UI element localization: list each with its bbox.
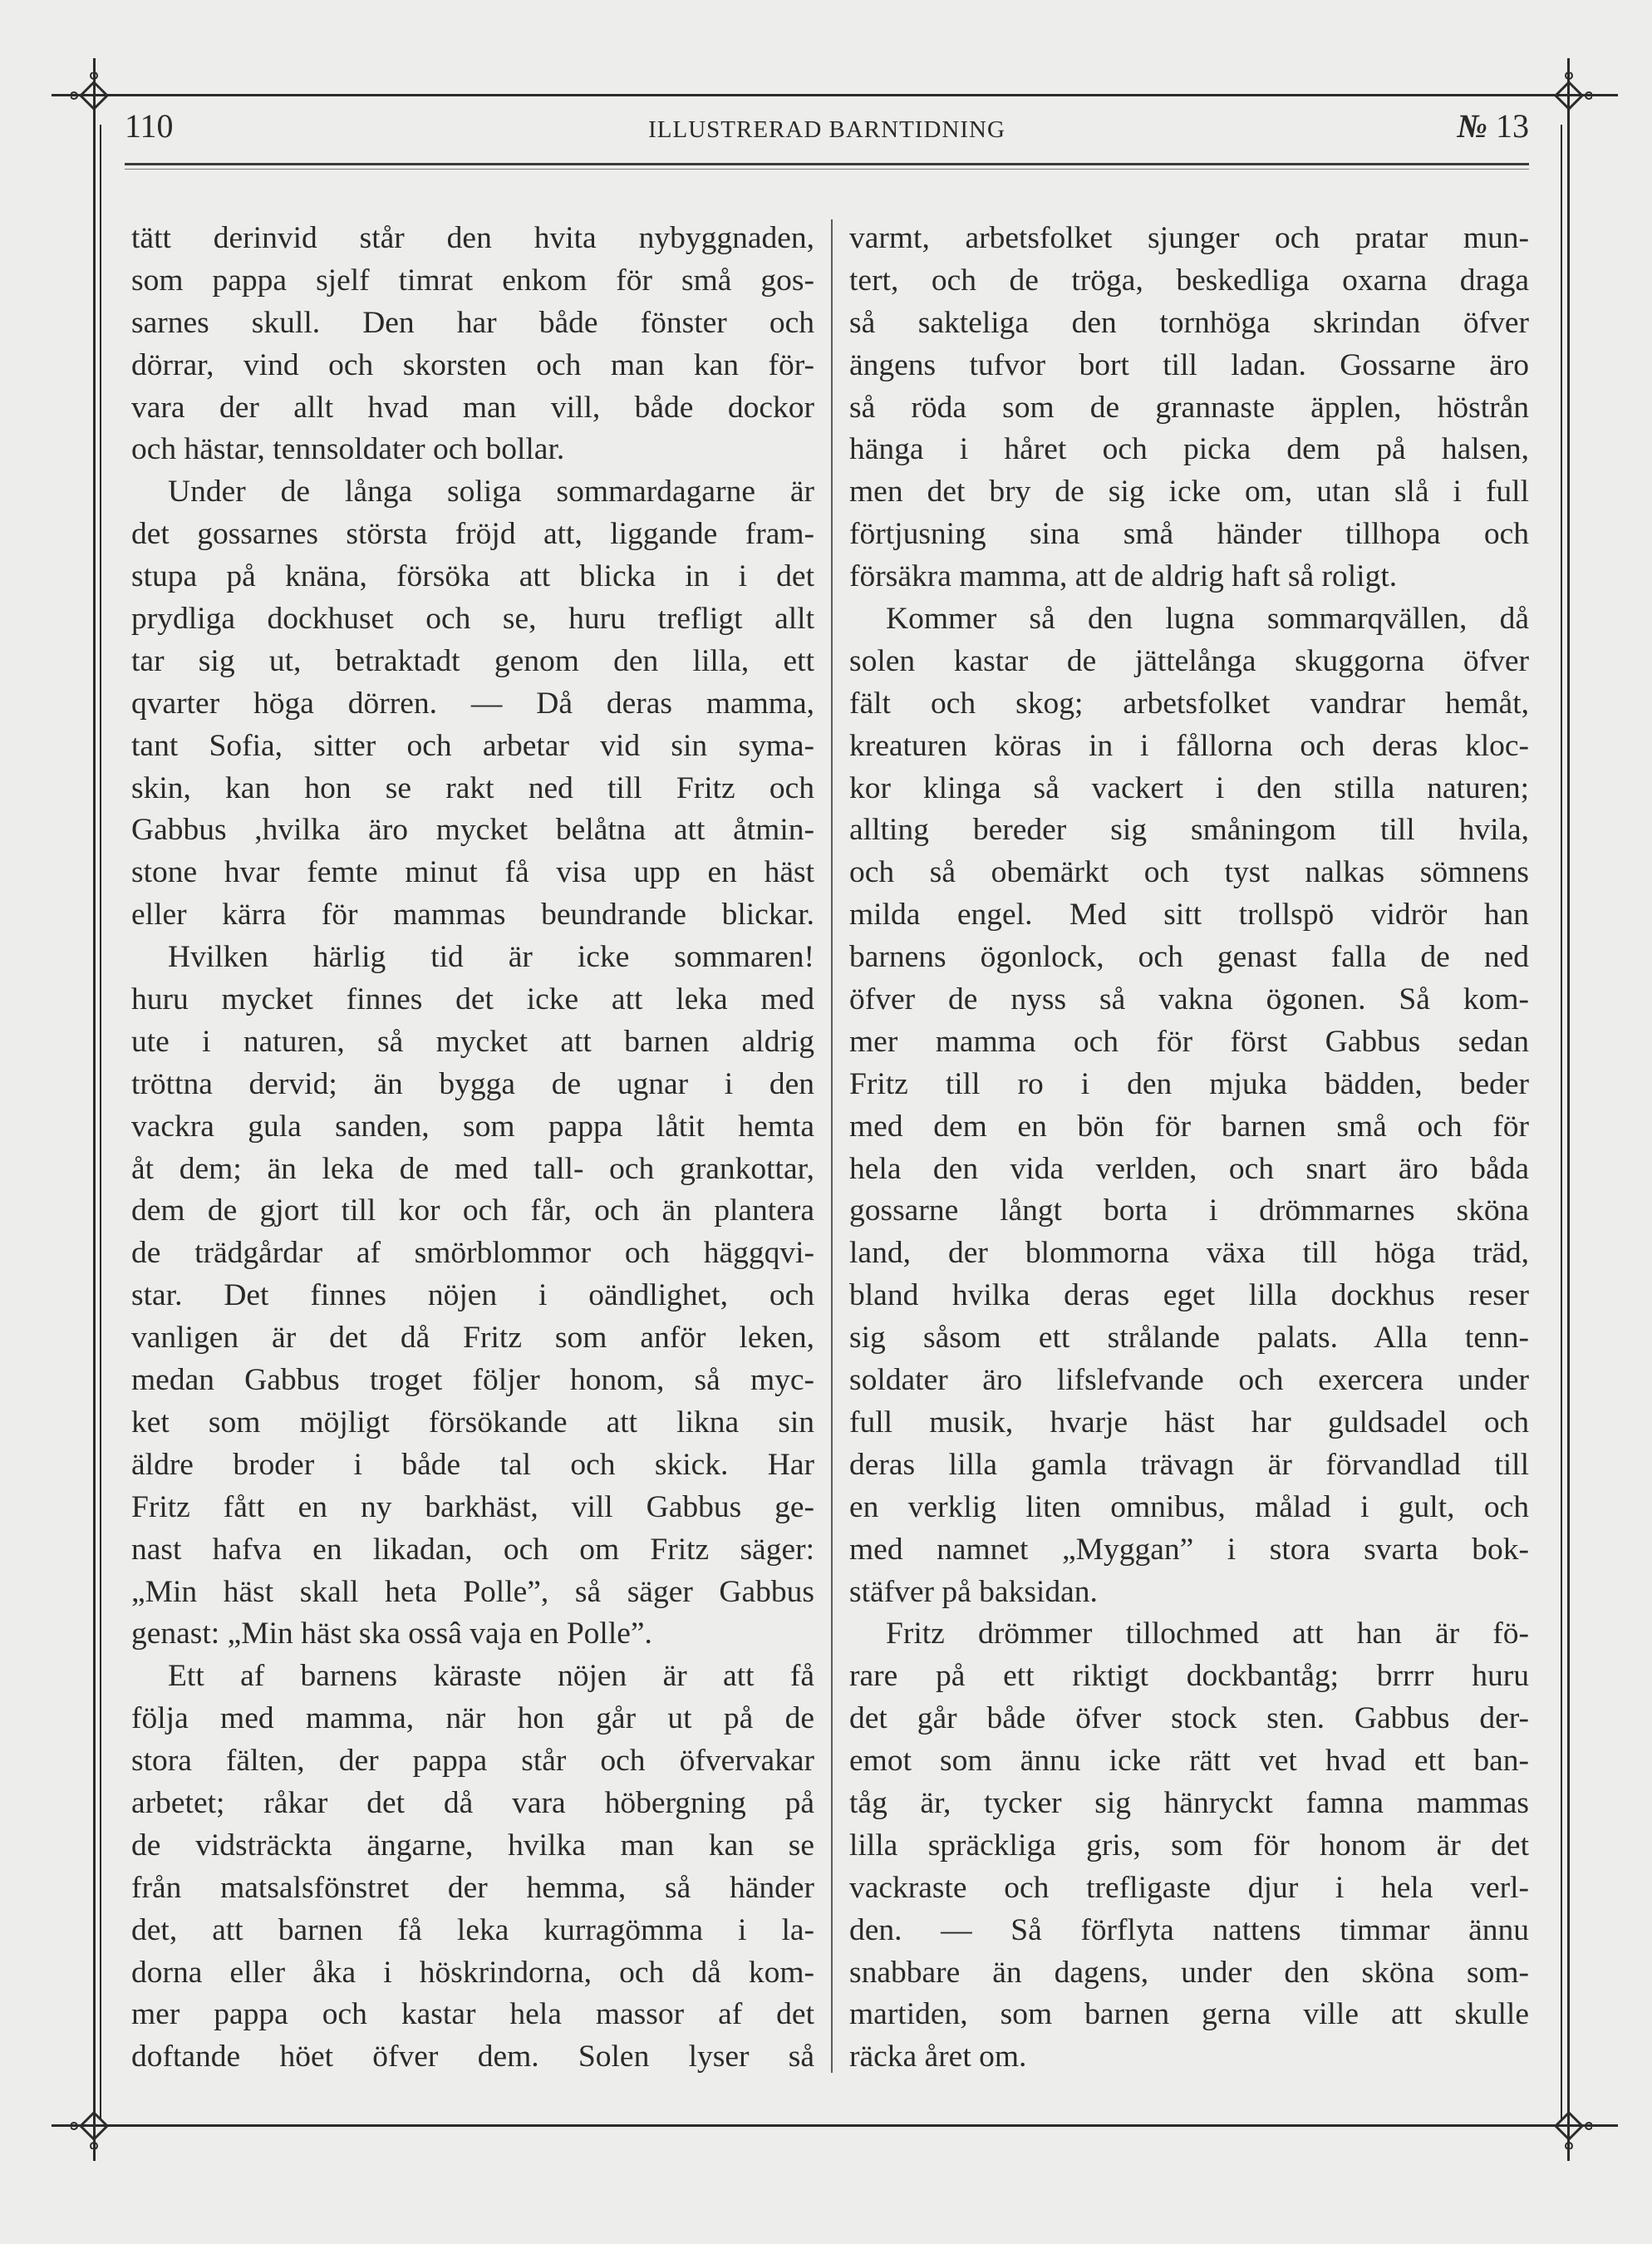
text-line: stora fälten, der pappa står och öfvervakar xyxy=(131,1744,814,1779)
text-line: det gossarnes största fröjd att, liggande fram- xyxy=(131,517,814,552)
text-line: snabbare än dagens, under den sköna som- xyxy=(849,1955,1529,1990)
text-line: hela den vida verlden, och snart äro båda xyxy=(849,1151,1529,1186)
issue-number-value: 13 xyxy=(1496,107,1529,145)
text-line: emot som ännu icke rätt vet hvad ett ban- xyxy=(849,1744,1529,1779)
page-header xyxy=(125,106,1529,156)
text-line: qvarter höga dörren. — Då deras mamma, xyxy=(131,686,814,721)
text-line: tröttna dervid; än bygga de ugnar i den xyxy=(131,1066,814,1101)
text-line: ängens tufvor bort till ladan. Gossarne äro xyxy=(849,347,1529,382)
text-line: kor klinga så vackert i den stilla naturen; xyxy=(849,770,1529,805)
text-line: deras lilla gamla trävagn är förvandlad till xyxy=(849,1447,1529,1482)
text-line: vackraste och trefligaste djur i hela verl- xyxy=(849,1870,1529,1905)
header-rule-thick xyxy=(125,163,1529,165)
text-line: förtjusning sina små händer tillhopa och xyxy=(849,517,1529,552)
text-line: barnens ögonlock, och genast falla de ned xyxy=(849,940,1529,975)
frame-top-line xyxy=(52,94,1618,96)
column-divider xyxy=(831,219,833,2073)
text-line: Fritz fått en ny barkhäst, vill Gabbus ge- xyxy=(131,1489,814,1524)
text-line: Under de långa soliga sommardagarne är xyxy=(168,475,814,509)
text-line: följa med mamma, när hon går ut på de xyxy=(131,1701,814,1736)
corner-ornament-bottom-right xyxy=(1546,2103,1592,2149)
frame-left-line xyxy=(93,58,96,2161)
text-line: star. Det finnes nöjen i oändlighet, och xyxy=(131,1278,814,1313)
text-line: solen kastar de jättelånga skuggorna öfver xyxy=(849,643,1529,678)
page-number: 110 xyxy=(125,107,174,145)
text-line: kreaturen köras in i fållorna och deras kloc- xyxy=(849,728,1529,763)
text-line: åt dem; än leka de med tall- och grankottar, xyxy=(131,1151,814,1186)
issue-number xyxy=(1457,106,1529,145)
text-line: skin, kan hon se rakt ned till Fritz och xyxy=(131,770,814,805)
text-line: fält och skog; arbetsfolket vandrar hemåt, xyxy=(849,686,1529,721)
text-line: medan Gabbus troget följer honom, så myc- xyxy=(131,1363,814,1398)
frame-bottom-line xyxy=(52,2124,1618,2127)
issue-symbol: № xyxy=(1457,107,1487,145)
frame-inner-right-line xyxy=(1561,125,1562,2119)
frame-right-line xyxy=(1567,58,1570,2161)
text-line: stupa på knäna, försöka att blicka in i det xyxy=(131,559,814,594)
text-line: sig såsom ett strålande palats. Alla tenn- xyxy=(849,1321,1529,1356)
text-line: dorna eller åka i höskrindorna, och då kom- xyxy=(131,1955,814,1990)
text-line: Fritz drömmer tillochmed att han är fö- xyxy=(886,1617,1529,1651)
text-line: Kommer så den lugna sommarqvällen, då xyxy=(886,602,1529,637)
text-line: sarnes skull. Den har både fönster och xyxy=(131,305,814,340)
text-line: doftande höet öfver dem. Solen lyser så xyxy=(131,2040,814,2074)
text-line: äldre broder i både tal och skick. Har xyxy=(131,1447,814,1482)
text-line: de trädgårdar af smörblommor och häggqvi- xyxy=(131,1236,814,1271)
text-line: tar sig ut, betraktadt genom den lilla, ett xyxy=(131,643,814,678)
text-line: med namnet „Myggan” i stora svarta bok- xyxy=(849,1532,1529,1567)
text-line: „Min häst skall heta Polle”, så säger Gabbus xyxy=(131,1574,814,1609)
text-line: räcka året om. xyxy=(849,2040,1027,2074)
text-line: vackra gula sanden, som pappa låtit hemta xyxy=(131,1109,814,1144)
text-line: eller kärra för mammas beundrande blickar. xyxy=(131,898,814,933)
text-line: som pappa sjelf timrat enkom för små gos- xyxy=(131,263,814,298)
text-line: Fritz till ro i den mjuka bädden, beder xyxy=(849,1066,1529,1101)
text-line: dem de gjort till kor och får, och än plantera xyxy=(131,1193,814,1228)
left-column xyxy=(131,218,814,2079)
text-line: hänga i håret och picka dem på halsen, xyxy=(849,432,1529,467)
text-line: en verklig liten omnibus, målad i gult, och xyxy=(849,1489,1529,1524)
text-line: lilla spräckliga gris, som för honom är det xyxy=(849,1828,1529,1863)
text-line: det, att barnen få leka kurragömma i la- xyxy=(131,1912,814,1947)
header-rule-thin xyxy=(125,169,1529,170)
text-line: prydliga dockhuset och se, huru trefligt allt xyxy=(131,602,814,637)
text-line: och hästar, tennsoldater och bollar. xyxy=(131,432,565,467)
text-line: land, der blommorna växa till höga träd, xyxy=(849,1236,1529,1271)
text-line: soldater äro lifslefvande och exercera under xyxy=(849,1363,1529,1398)
text-line: rare på ett riktigt dockbantåg; brrrr huru xyxy=(849,1659,1529,1694)
text-line: och så obemärkt och tyst nalkas sömnens xyxy=(849,855,1529,890)
text-line: nast hafva en likadan, och om Fritz säger: xyxy=(131,1532,814,1567)
text-line: allting bereder sig småningom till hvila, xyxy=(849,813,1529,848)
text-line: den. — Så förflyta nattens timmar ännu xyxy=(849,1912,1529,1947)
text-line: varmt, arbetsfolket sjunger och pratar mun- xyxy=(849,221,1529,255)
text-line: så röda som de grannaste äpplen, höstrån xyxy=(849,390,1529,425)
text-line: bland hvilka deras eget lilla dockhus reser xyxy=(849,1278,1529,1313)
text-line: Gabbus ,hvilka äro mycket belåtna att åtmin- xyxy=(131,813,814,848)
text-line: från matsalsfönstret der hemma, så händer xyxy=(131,1870,814,1905)
text-line: tant Sofia, sitter och arbetar vid sin syma- xyxy=(131,728,814,763)
text-line: de vidsträckta ängarne, hvilka man kan se xyxy=(131,1828,814,1863)
text-line: försäkra mamma, att de aldrig haft så roligt. xyxy=(849,559,1398,594)
text-line: öfver de nyss så vakna ögonen. Så kom- xyxy=(849,982,1529,1017)
text-line: tätt derinvid står den hvita nybyggnaden, xyxy=(131,221,814,255)
text-line: tert, och de tröga, beskedliga oxarna draga xyxy=(849,263,1529,298)
text-line: med dem en bön för barnen små och för xyxy=(849,1109,1529,1144)
corner-ornament-bottom-left xyxy=(71,2103,117,2149)
text-line: arbetet; råkar det då vara höbergning på xyxy=(131,1785,814,1820)
frame-inner-left-line xyxy=(100,125,101,2119)
text-line: gossarne långt borta i drömmarnes sköna xyxy=(849,1193,1529,1228)
right-column xyxy=(849,218,1529,2079)
text-line: genast: „Min häst ska ossâ vaja en Polle”. xyxy=(131,1617,652,1651)
text-line: Ett af barnens käraste nöjen är att få xyxy=(168,1659,814,1694)
text-line: mer pappa och kastar hela massor af det xyxy=(131,1997,814,2032)
text-line: huru mycket finnes det icke att leka med xyxy=(131,982,814,1017)
text-line: tåg är, tycker sig hänryckt famna mammas xyxy=(849,1785,1529,1820)
corner-ornament-top-right xyxy=(1546,72,1592,119)
text-line: ute i naturen, så mycket att barnen aldrig xyxy=(131,1024,814,1059)
text-line: Hvilken härlig tid är icke sommaren! xyxy=(168,940,814,975)
text-line: mer mamma och för först Gabbus sedan xyxy=(849,1024,1529,1059)
text-line: full musik, hvarje häst har guldsadel och xyxy=(849,1405,1529,1439)
text-line: milda engel. Med sitt trollspö vidrör han xyxy=(849,898,1529,933)
corner-ornament-top-left xyxy=(71,72,117,119)
text-line: stone hvar femte minut få visa upp en häst xyxy=(131,855,814,890)
text-line: stäfver på baksidan. xyxy=(849,1574,1098,1609)
text-line: men det bry de sig icke om, utan slå i full xyxy=(849,475,1529,509)
text-line: ket som möjligt försökande att likna sin xyxy=(131,1405,814,1439)
text-line: så sakteliga den tornhöga skrindan öfver xyxy=(849,305,1529,340)
text-line: vanligen är det då Fritz som anför leken, xyxy=(131,1321,814,1356)
text-line: det går både öfver stock sten. Gabbus der- xyxy=(849,1701,1529,1736)
text-line: martiden, som barnen gerna ville att skulle xyxy=(849,1997,1529,2032)
text-line: vara der allt hvad man vill, både dockor xyxy=(131,390,814,425)
running-title: ILLUSTRERAD BARNTIDNING xyxy=(648,116,1005,143)
text-line: dörrar, vind och skorsten och man kan för- xyxy=(131,347,814,382)
